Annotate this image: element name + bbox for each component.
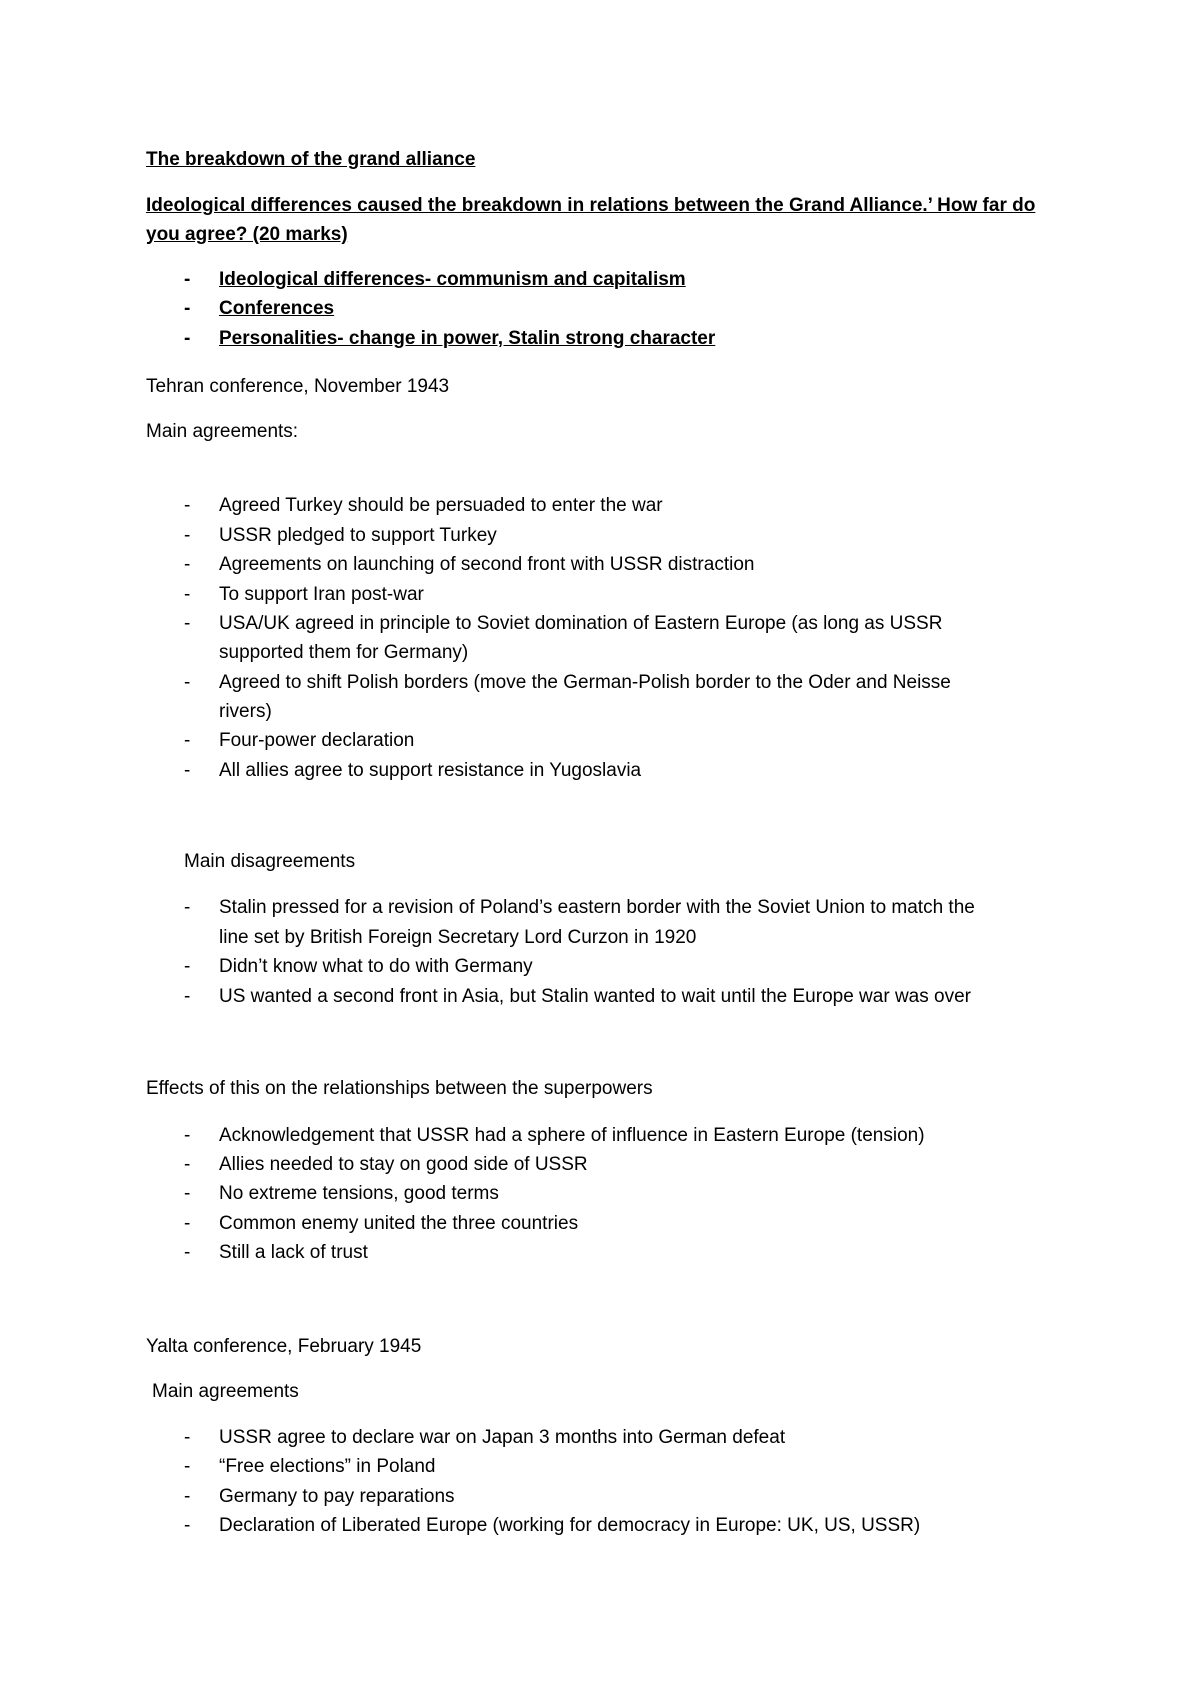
- list-item: Declaration of Liberated Europe (working for democracy in Europe: UK, US, USSR): [219, 1515, 921, 1536]
- bullet-dash: -: [184, 328, 191, 349]
- list-item: Didn’t know what to do with Germany: [219, 956, 533, 977]
- bullet-dash: -: [184, 956, 191, 977]
- list-item-continuation: supported them for Germany): [219, 642, 469, 663]
- bullet-dash: -: [184, 1213, 191, 1234]
- bullet-dash: -: [184, 1125, 191, 1146]
- list-item: Common enemy united the three countries: [219, 1213, 579, 1234]
- list-item: To support Iran post-war: [219, 584, 424, 605]
- bullet-dash: -: [184, 672, 191, 693]
- list-item: Germany to pay reparations: [219, 1486, 455, 1507]
- bullet-dash: -: [184, 1456, 191, 1477]
- essay-question-line-1: Ideological differences caused the breakdown in relations between the Grand Alliance.’ How far do: [146, 195, 1036, 216]
- list-item: Agreed Turkey should be persuaded to enter the war: [219, 495, 663, 516]
- bullet-dash: -: [184, 269, 191, 290]
- bullet-dash: -: [184, 1154, 191, 1175]
- yalta-heading: Yalta conference, February 1945: [146, 1336, 422, 1357]
- list-item: Conferences: [219, 298, 335, 319]
- yalta-agreements-heading: Main agreements: [152, 1381, 299, 1402]
- list-item-continuation: rivers): [219, 701, 272, 722]
- bullet-dash: -: [184, 1427, 191, 1448]
- list-item: Personalities- change in power, Stalin strong character: [219, 328, 716, 349]
- bullet-dash: -: [184, 584, 191, 605]
- list-item: No extreme tensions, good terms: [219, 1183, 499, 1204]
- list-item: Allies needed to stay on good side of USSR: [219, 1154, 588, 1175]
- list-item: Acknowledgement that USSR had a sphere of influence in Eastern Europe (tension): [219, 1125, 925, 1146]
- document-title: The breakdown of the grand alliance: [146, 149, 476, 170]
- tehran-disagreements-heading: Main disagreements: [184, 851, 356, 872]
- bullet-dash: -: [184, 495, 191, 516]
- list-item: Ideological differences- communism and capitalism: [219, 269, 686, 290]
- bullet-dash: -: [184, 1242, 191, 1263]
- essay-question-line-2: you agree? (20 marks): [146, 224, 348, 245]
- list-item: Stalin pressed for a revision of Poland’s eastern border with the Soviet Union to match the: [219, 897, 975, 918]
- list-item: Agreements on launching of second front with USSR distraction: [219, 554, 755, 575]
- list-item-continuation: line set by British Foreign Secretary Lord Curzon in 1920: [219, 927, 697, 948]
- list-item: All allies agree to support resistance in Yugoslavia: [219, 760, 642, 781]
- bullet-dash: -: [184, 730, 191, 751]
- bullet-dash: -: [184, 760, 191, 781]
- list-item: US wanted a second front in Asia, but Stalin wanted to wait until the Europe war was over: [219, 986, 971, 1007]
- bullet-dash: -: [184, 554, 191, 575]
- bullet-dash: -: [184, 298, 191, 319]
- list-item: Agreed to shift Polish borders (move the German-Polish border to the Oder and Neisse: [219, 672, 951, 693]
- bullet-dash: -: [184, 1515, 191, 1536]
- list-item: USSR pledged to support Turkey: [219, 525, 497, 546]
- bullet-dash: -: [184, 1486, 191, 1507]
- tehran-heading: Tehran conference, November 1943: [146, 376, 450, 397]
- list-item: “Free elections” in Poland: [219, 1456, 436, 1477]
- bullet-dash: -: [184, 525, 191, 546]
- list-item: Still a lack of trust: [219, 1242, 368, 1263]
- bullet-dash: -: [184, 1183, 191, 1204]
- bullet-dash: -: [184, 897, 191, 918]
- tehran-agreements-heading: Main agreements:: [146, 421, 299, 442]
- list-item: USSR agree to declare war on Japan 3 months into German defeat: [219, 1427, 786, 1448]
- list-item: USA/UK agreed in principle to Soviet domination of Eastern Europe (as long as USSR: [219, 613, 943, 634]
- bullet-dash: -: [184, 613, 191, 634]
- list-item: Four-power declaration: [219, 730, 415, 751]
- bullet-dash: -: [184, 986, 191, 1007]
- effects-heading: Effects of this on the relationships between the superpowers: [146, 1078, 653, 1099]
